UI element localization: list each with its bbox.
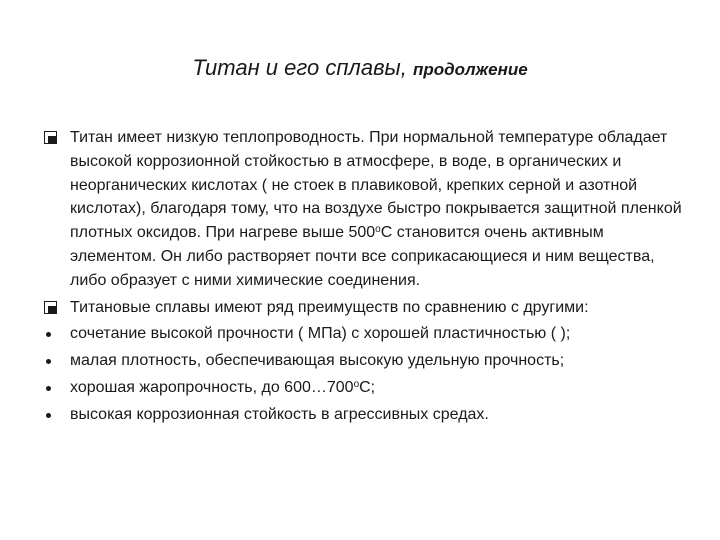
list-item-alloy-advantages [44, 296, 692, 320]
title-main: Титан и его сплавы, [192, 55, 407, 80]
list-item-density [44, 349, 692, 373]
checkbox-bullet-icon [44, 131, 57, 144]
checkbox-bullet-icon [44, 301, 57, 314]
list-item-strength [44, 322, 692, 346]
bullet-text-3a: хорошая жаропрочность, до 600…700 [70, 378, 354, 396]
bullet-dot-icon [46, 332, 51, 337]
bullet-text-2: малая плотность, обеспечивающая высокую удельную прочность; [70, 352, 565, 370]
degree-symbol: о [353, 378, 360, 390]
degree-symbol: о [375, 224, 381, 236]
bullet-dot-icon [46, 386, 51, 391]
paragraph-text-1b: С становится очень активным элементом. Он либо растворяет почти все соприкасающиеся и ним вещества, либо образует с ними химические соединения. [70, 224, 655, 289]
bullet-text-4: высокая коррозионная стойкость в агрессивных средах. [70, 405, 489, 423]
bullet-dot-icon [46, 413, 51, 418]
list-item-heat-resistance [44, 376, 692, 400]
list-item-corrosion [44, 403, 692, 427]
bullet-text-3b: С; [359, 378, 376, 396]
slide-title [0, 54, 720, 84]
bullet-text-1: сочетание высокой прочности ( МПа) с хорошей пластичностью ( ); [70, 325, 571, 343]
bullet-dot-icon [46, 359, 51, 364]
paragraph-text-2: Титановые сплавы имеют ряд преимуществ по сравнению с другими: [70, 298, 589, 316]
paragraph-text-1a: Титан имеет низкую теплопроводность. При нормальной температуре обладает высокой коррозионной стойкостью в атмосфере, в воде, в органических и неорганических кислотах ( не стоек в плавиковой, крепких серной и азотной кислотах), благодаря тому, что на воздухе быстро покрывается защитной пленкой плотных оксидов. При нагреве выше 500 [70, 129, 682, 242]
title-subtitle: продолжение [412, 60, 528, 79]
list-item-thermal-properties [44, 126, 692, 293]
slide-content [44, 126, 692, 427]
